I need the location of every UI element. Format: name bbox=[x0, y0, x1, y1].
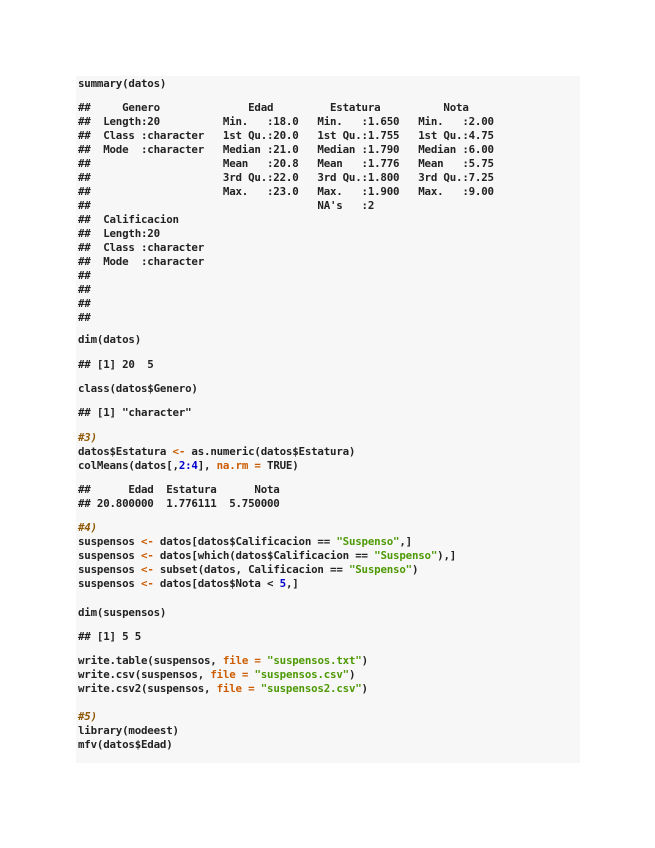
section5-code-block bbox=[78, 710, 179, 752]
code-string: "suspensos2.csv" bbox=[260, 682, 362, 695]
code-string: "Suspenso" bbox=[336, 535, 400, 548]
code-text: datos[datos$Nota < bbox=[153, 577, 280, 590]
code-argument: file = bbox=[222, 654, 261, 667]
code-text: as.numeric(datos$Estatura) bbox=[185, 445, 356, 458]
code-text: suspensos bbox=[78, 535, 142, 548]
code-text: write.csv(suspensos, bbox=[78, 668, 211, 681]
code-comment: #4) bbox=[78, 521, 97, 534]
code-number: 5 bbox=[279, 577, 286, 590]
colmeans-output-block bbox=[78, 483, 286, 511]
code-text: ], bbox=[197, 459, 217, 472]
code-string: "suspensos.csv" bbox=[254, 668, 349, 681]
code-text: ,] bbox=[399, 535, 412, 548]
output-line: ## Length:20 bbox=[78, 227, 217, 240]
code-text: suspensos bbox=[78, 549, 142, 562]
dim-code-block bbox=[78, 333, 141, 347]
code-line: dim(datos) bbox=[78, 333, 142, 346]
code-line bbox=[78, 682, 368, 696]
code-string: "Suspenso" bbox=[348, 563, 412, 576]
code-line bbox=[78, 445, 355, 459]
output-line: ## Calificacion bbox=[78, 213, 217, 226]
code-line bbox=[78, 535, 456, 549]
output-line: ## Class :character 1st Qu.:20.0 1st Qu.:1.755 1st Qu.:4.75 bbox=[78, 129, 507, 142]
output-line: ## Max. :23.0 Max. :1.900 Max. :9.00 bbox=[78, 185, 507, 198]
code-text: datos$Estatura bbox=[78, 445, 173, 458]
output-line: ## Length:20 Min. :18.0 Min. :1.650 Min. :2.00 bbox=[78, 115, 507, 128]
code-line bbox=[78, 668, 368, 682]
output-line: ## [1] 20 5 bbox=[78, 358, 154, 371]
class-code-block bbox=[78, 382, 198, 396]
output-line: ## NA's :2 bbox=[78, 199, 507, 212]
output-line: ## bbox=[78, 269, 217, 282]
code-line bbox=[78, 577, 456, 591]
code-text: subset(datos, Calificacion == bbox=[153, 563, 349, 576]
output-line: ## bbox=[78, 283, 217, 296]
code-text: datos[which(datos$Calificacion == bbox=[153, 549, 375, 562]
write-code-block bbox=[78, 654, 368, 696]
assign-operator: <- bbox=[141, 577, 154, 590]
output-line: ## 3rd Qu.:22.0 3rd Qu.:1.800 3rd Qu.:7.25 bbox=[78, 171, 507, 184]
code-text: ) bbox=[361, 654, 368, 667]
code-text: datos[datos$Calificacion == bbox=[153, 535, 337, 548]
code-argument: na.rm = bbox=[216, 459, 261, 472]
code-line: class(datos$Genero) bbox=[78, 382, 198, 395]
dim-suspensos-output-block bbox=[78, 630, 141, 644]
output-line: ## [1] "character" bbox=[78, 406, 192, 419]
code-text: ,] bbox=[285, 577, 299, 590]
code-line: mfv(datos$Edad) bbox=[78, 738, 173, 751]
assign-operator: <- bbox=[141, 549, 154, 562]
code-argument: file = bbox=[216, 682, 255, 695]
code-string: "Suspenso" bbox=[374, 549, 438, 562]
code-line bbox=[78, 654, 368, 668]
code-text: write.csv2(suspensos, bbox=[78, 682, 217, 695]
code-line: library(modeest) bbox=[78, 724, 179, 737]
output-line: ## Mode :character Median :21.0 Median :1.790 Median :6.00 bbox=[78, 143, 507, 156]
output-line: ## bbox=[78, 297, 217, 310]
code-line bbox=[78, 549, 456, 563]
class-output-block bbox=[78, 406, 191, 420]
code-text: suspensos bbox=[78, 577, 142, 590]
dim-suspensos-code-block bbox=[78, 606, 166, 620]
output-line: ## Edad Estatura Nota bbox=[78, 483, 286, 496]
output-line: ## 20.800000 1.776111 5.750000 bbox=[78, 497, 286, 510]
assign-operator: <- bbox=[141, 535, 154, 548]
output-line: ## Mode :character bbox=[78, 255, 217, 268]
output-line: ## Mean :20.8 Mean :1.776 Mean :5.75 bbox=[78, 157, 507, 170]
code-text: write.table(suspensos, bbox=[78, 654, 223, 667]
code-line bbox=[78, 563, 456, 577]
code-number: 2:4 bbox=[178, 459, 198, 472]
code-text: ) bbox=[411, 563, 419, 576]
code-text: ) bbox=[361, 682, 368, 695]
section4-code-block bbox=[78, 521, 456, 591]
output-line: ## Genero Edad Estatura Nota bbox=[78, 101, 501, 114]
output-line: ## bbox=[78, 311, 217, 324]
assign-operator: <- bbox=[141, 563, 154, 576]
code-comment: #5) bbox=[78, 710, 97, 723]
assign-operator: <- bbox=[172, 445, 186, 458]
code-line bbox=[78, 459, 355, 473]
output-line: ## [1] 5 5 bbox=[78, 630, 142, 643]
summary-output-block bbox=[78, 101, 506, 325]
section3-code-block bbox=[78, 431, 355, 473]
summary-code-block bbox=[78, 77, 166, 91]
code-string: "suspensos.txt" bbox=[267, 654, 362, 667]
code-text: TRUE) bbox=[260, 459, 299, 472]
code-text: ) bbox=[348, 668, 356, 681]
code-line: summary(datos) bbox=[78, 77, 167, 90]
code-text: suspensos bbox=[78, 563, 142, 576]
code-text: ),] bbox=[437, 549, 457, 562]
code-argument: file = bbox=[210, 668, 249, 681]
output-line: ## Class :character bbox=[78, 241, 217, 254]
code-line: dim(suspensos) bbox=[78, 606, 167, 619]
dim-output-block bbox=[78, 358, 154, 372]
code-comment: #3) bbox=[78, 431, 97, 444]
code-text: colMeans(datos[, bbox=[78, 459, 179, 472]
